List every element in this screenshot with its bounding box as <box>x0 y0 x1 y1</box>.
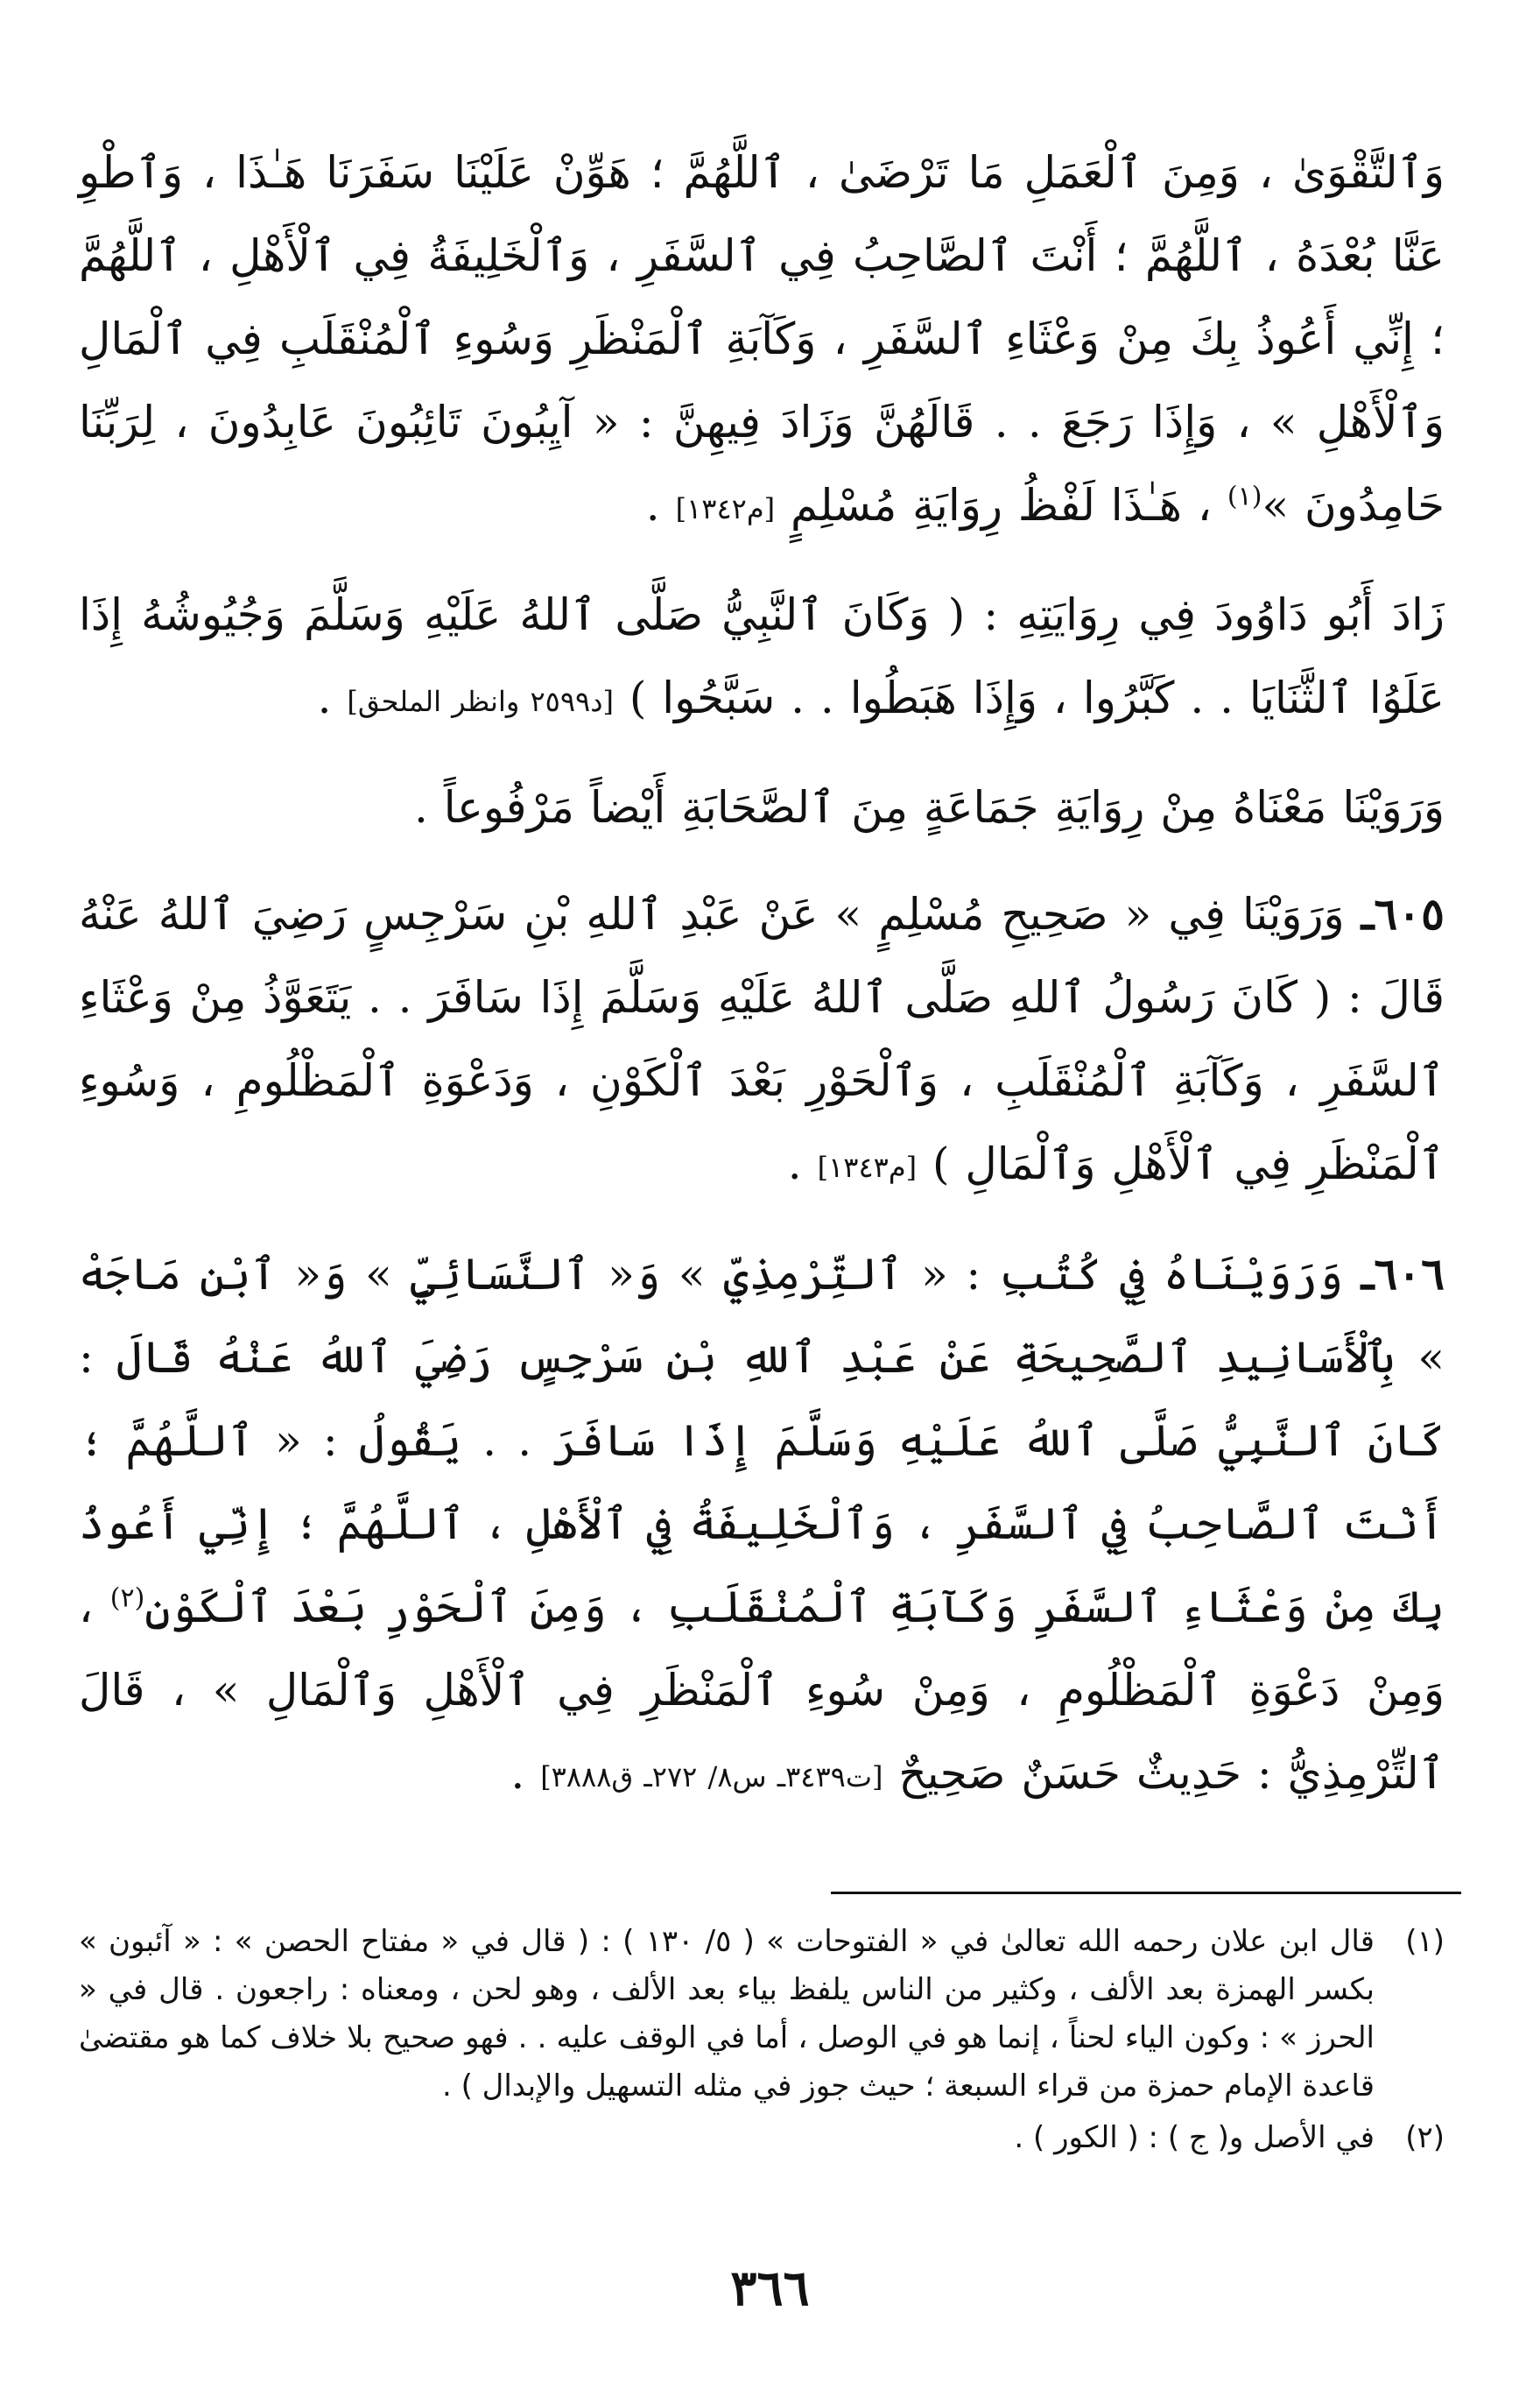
paragraph-1 <box>79 131 1445 551</box>
paragraph-1-end: . <box>645 480 660 531</box>
citation-ref: [د٢٥٩٩ وانظر الملحق] <box>347 685 614 718</box>
footnote-text: قال ابن علان رحمه الله تعالىٰ في « الفتوحات » ( ٥/ ١٣٠ ) : ( قال في « مفتاح الحصن » : « آئبون » بكسر الهمزة بعد الألف ، وكثير من الناس يلفظ بياء بعد الألف ، وهو لحن ، ومعناه : راجعون . قال في « الحرز » : وكون الياء لحناً ، إنما هو في الوصل ، أما في الوقف عليه . . فهو صحيح بلا خلاف كما هو مقتضىٰ قاعدة الإمام حمزة من قراء السبعة ؛ حيث جوز في مثله التسهيل والإبدال ) . <box>79 1924 1375 2104</box>
paragraph-2-end: . <box>317 673 332 723</box>
paragraph-3 <box>79 766 1445 849</box>
hadith-605 <box>79 872 1445 1209</box>
page-number: ٣٦٦ <box>730 2259 810 2317</box>
paragraph-3-text: وَرَوَيْنَا مَعْنَاهُ مِنْ رِوَايَةِ جَمَاعَةٍ مِنَ ٱلصَّحَابَةِ أَيْضاً مَرْفُوعاً . <box>413 782 1445 833</box>
hadith-606-end: . <box>510 1748 525 1799</box>
hadith-number: ٦٠٥ـ <box>1361 888 1445 940</box>
citation-ref: [ت٣٤٣٩ـ س٨/ ٢٧٢ـ ق٣٨٨٨] <box>540 1760 883 1793</box>
footnote-text: في الأصل و( ج ) : ( الكور ) . <box>1014 2120 1375 2155</box>
hadith-606 <box>79 1232 1445 1819</box>
hadith-605-text: وَرَوَيْنَا فِي « صَحِيحِ مُسْلِمٍ » عَنْ عَبْدِ ٱللهِ بْنِ سَرْجِسٍ رَضِيَ ٱللهُ عَنْهُ قَالَ : ( كَانَ رَسُولُ ٱللهِ صَلَّى ٱللهُ عَلَيْهِ وَسَلَّمَ إِذَا سَافَرَ . . يَتَعَوَّذُ مِنْ وَعْثَاءِ ٱلسَّفَرِ ، وَكَآبَةِ ٱلْمُنْقَلَبِ ، وَٱلْحَوْرِ بَعْدَ ٱلْكَوْنِ ، وَدَعْوَةِ ٱلْمَظْلُومِ ، وَسُوءِ ٱلْمَنْظَرِ فِي ٱلْأَهْلِ وَٱلْمَالِ ) <box>79 889 1445 1189</box>
paragraph-1-text-end: ، هَـٰذَا لَفْظُ رِوَايَةِ مُسْلِمٍ <box>791 480 1212 531</box>
paragraph-1-text: وَٱلتَّقْوَىٰ ، وَمِنَ ٱلْعَمَلِ مَا تَرْضَىٰ ، ٱللَّهُمَّ ؛ هَوِّنْ عَلَيْنَا سَفَرَنَا هَـٰذَا ، وَٱطْوِ عَنَّا بُعْدَهُ ، ٱللَّهُمَّ ؛ أَنْتَ ٱلصَّاحِبُ فِي ٱلسَّفَرِ ، وَٱلْخَلِيفَةُ فِي ٱلْأَهْلِ ، ٱللَّهُمَّ ؛ إِنِّي أَعُوذُ بِكَ مِنْ وَعْثَاءِ ٱلسَّفَرِ ، وَكَآبَةِ ٱلْمَنْظَرِ وَسُوءِ ٱلْمُنْقَلَبِ فِي ٱلْمَالِ وَٱلْأَهْلِ » ، وَإِذَا رَجَعَ . . قَالَهُنَّ وَزَادَ فِيهِنَّ : « آيِبُونَ تَائِبُونَ عَابِدُونَ ، لِرَبِّنَا حَامِدُونَ » <box>79 147 1445 531</box>
footnote-1 <box>79 1918 1445 2111</box>
footnote-marker-1[interactable]: (١) <box>1227 481 1262 512</box>
footnote-2 <box>79 2114 1445 2162</box>
citation-ref: [م١٣٤٢] <box>675 492 776 525</box>
footnote-number: (١) <box>1405 1924 1445 1959</box>
main-text <box>79 131 1445 1842</box>
paragraph-2 <box>79 574 1445 743</box>
paragraph-2-text: زَادَ أَبُو دَاوُودَ فِي رِوَايَتِهِ : ( وَكَانَ ٱلنَّبِيُّ صَلَّى ٱللهُ عَلَيْهِ وَسَلَّمَ وَجُيُوشُهُ إِذَا عَلَوُا ٱلثَّنَايَا . . كَبَّرُوا ، وَإِذَا هَبَطُوا . . سَبَّحُوا ) <box>79 589 1445 723</box>
footnote-divider <box>831 1892 1461 1894</box>
hadith-number: ٦٠٦ـ <box>1361 1248 1445 1300</box>
hadith-605-end: . <box>787 1138 802 1189</box>
footnotes <box>79 1918 1445 2166</box>
footnote-marker-2[interactable]: (٢) <box>109 1582 145 1614</box>
hadith-606-text-end: ، وَمِنْ دَعْوَةِ ٱلْمَظْلُومِ ، وَمِنْ سُوءِ ٱلْمَنْظَرِ فِي ٱلْأَهْلِ وَٱلْمَالِ » ، قَالَ ٱلتِّرْمِذِيُّ : حَدِيثٌ حَسَنٌ صَحِيحٌ <box>79 1582 1445 1799</box>
citation-ref: [م١٣٤٣] <box>817 1151 918 1184</box>
hadith-606-text: وَرَوَيْنَاهُ فِي كُتُبِ : « ٱلتِّرْمِذِيِّ » وَ« ٱلنَّسَائِيِّ » وَ« ٱبْنِ مَاجَهْ » بِٱلْأَسَانِيدِ ٱلصَّحِيحَةِ عَنْ عَبْدِ ٱللهِ بْنِ سَرْجِسٍ رَضِيَ ٱللهُ عَنْهُ قَالَ : كَانَ ٱلنَّبِيُّ صَلَّى ٱللهُ عَلَيْهِ وَسَلَّمَ إِذَا سَافَرَ . . يَقُولُ : « ٱللَّهُمَّ ؛ أَنْتَ ٱلصَّاحِبُ فِي ٱلسَّفَرِ ، وَٱلْخَلِيفَةُ فِي ٱلْأَهْلِ ، ٱللَّهُمَّ ؛ إِنِّي أَعُوذُ بِكَ مِنْ وَعْثَاءِ ٱلسَّفَرِ وَكَآبَةِ ٱلْمُنْقَلَبِ ، وَمِنَ ٱلْحَوْرِ بَعْدَ ٱلْكَوْنِ <box>79 1249 1445 1632</box>
footnote-number: (٢) <box>1405 2120 1445 2155</box>
